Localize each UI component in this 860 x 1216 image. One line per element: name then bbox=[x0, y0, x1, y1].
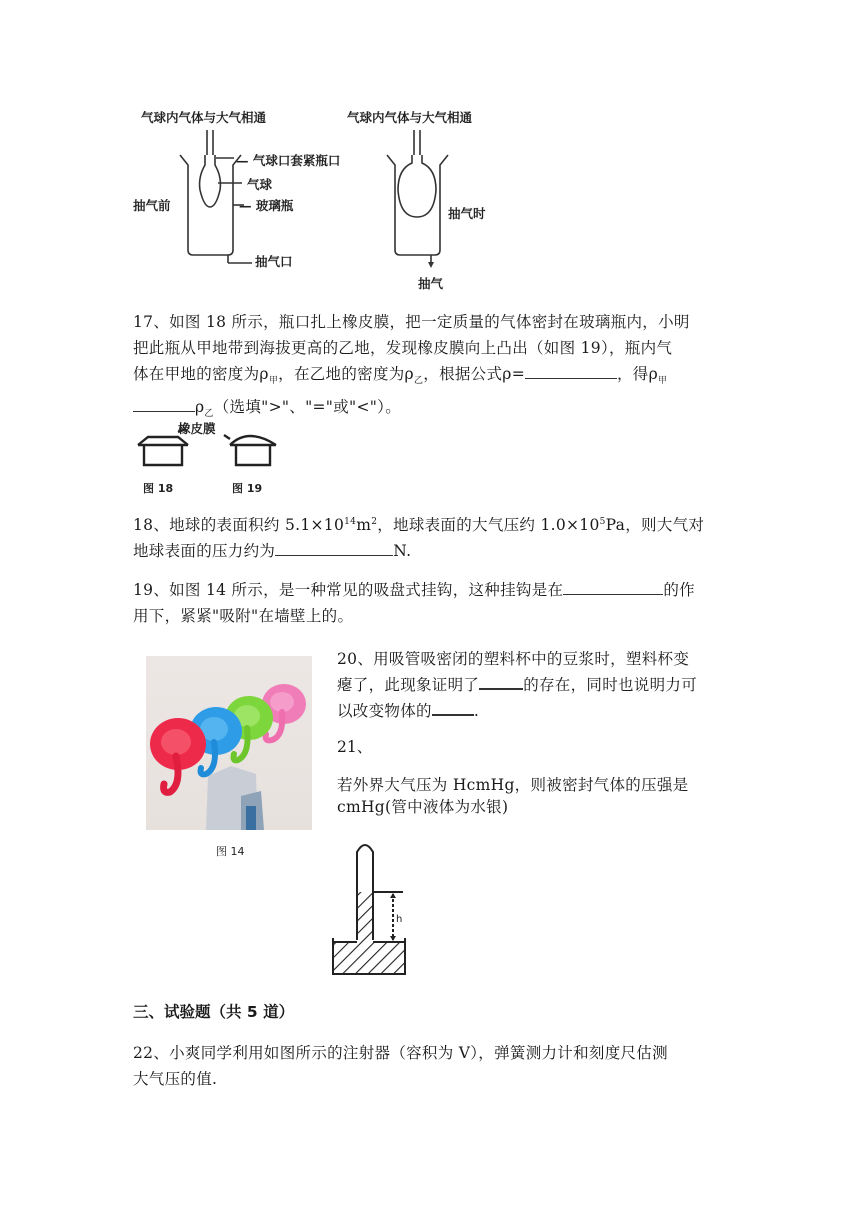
q19-line2: 用下，紧紧"吸附"在墙壁上的。 bbox=[133, 607, 354, 625]
q21-line2: cmHg(管中液体为水银) bbox=[337, 798, 509, 816]
q18-line1: 18、地球的表面积约 $5.1\times 10^{14}m^2$，地球表面的大气压约 $1.0\times 10^5Pa$，则大气对 bbox=[133, 516, 705, 535]
q19-blank[interactable] bbox=[563, 578, 663, 595]
q22-line2: 大气压的值. bbox=[133, 1070, 218, 1088]
membrane-label: 橡皮膜 bbox=[178, 421, 216, 436]
q20-blank-1[interactable] bbox=[479, 672, 523, 690]
label-before: 抽气前 bbox=[133, 198, 171, 213]
q21-line1: 若外界大气压为 HcmHg，则被密封气体的压强是 bbox=[337, 776, 689, 794]
q20-blank-2[interactable] bbox=[432, 698, 474, 716]
q20-line3: 以改变物体的 . bbox=[337, 698, 737, 724]
q17-formula-blank[interactable] bbox=[525, 362, 617, 379]
label-mouth: — 气球口套紧瓶口 bbox=[236, 153, 341, 168]
question-17 bbox=[133, 309, 743, 427]
caption-fig18: 图 18 bbox=[143, 482, 174, 495]
h-label: h bbox=[396, 914, 403, 925]
question-21 bbox=[337, 774, 737, 818]
caption-fig19: 图 19 bbox=[232, 482, 263, 495]
label-pump: 抽气 bbox=[418, 276, 444, 291]
q17-compare-blank[interactable] bbox=[133, 395, 195, 412]
suction-hooks-photo bbox=[146, 656, 312, 830]
q18-force-blank[interactable] bbox=[275, 539, 393, 556]
label-outlet: 抽气口 bbox=[255, 254, 293, 269]
q22-line1: 22、小爽同学利用如图所示的注射器（容积为 V），弹簧测力计和刻度尺估测 bbox=[133, 1044, 668, 1062]
question-20 bbox=[337, 646, 737, 724]
q17-line2: 把此瓶从甲地带到海拔更高的乙地，发现橡皮膜向上凸出（如图 19），瓶内气 bbox=[133, 339, 673, 357]
label-during: 抽气时 bbox=[448, 206, 486, 221]
mercury-tube-drawing bbox=[325, 838, 415, 978]
q21-number: 21、 bbox=[337, 738, 373, 756]
section-3-heading: 三、试验题（共 5 道） bbox=[133, 1003, 295, 1021]
q19-line1: 19、如图 14 所示，是一种常见的吸盘式挂钩，这种挂钩是在 的作 bbox=[133, 577, 743, 603]
label-balloon: 气球 bbox=[247, 177, 273, 192]
q17-line3: 体在甲地的密度为$\rho_甲$，在乙地的密度为$\rho_乙$，根据公式ρ= ，得$\rho_甲$ bbox=[133, 361, 743, 394]
question-18 bbox=[133, 509, 743, 564]
caption-fig14: 图 14 bbox=[216, 845, 245, 858]
q20-line1: 20、用吸管吸密闭的塑料杯中的豆浆时，塑料杯变 bbox=[337, 650, 690, 668]
q17-line1: 17、如图 18 所示，瓶口扎上橡皮膜，把一定质量的气体密封在玻璃瓶内，小明 bbox=[133, 313, 690, 331]
q18-line2: 地球表面的压力约为 N. bbox=[133, 538, 743, 564]
membrane-jars-drawing bbox=[130, 425, 290, 485]
q17-line4: $\rho_乙$（选填">"、"="或"<"）。 bbox=[133, 394, 743, 427]
left-top-label: 气球内气体与大气相通 bbox=[141, 110, 267, 125]
question-19 bbox=[133, 577, 743, 629]
question-22 bbox=[133, 1040, 743, 1092]
label-bottle: — 玻璃瓶 bbox=[239, 198, 294, 213]
hooks-drawing bbox=[146, 656, 312, 830]
right-top-label: 气球内气体与大气相通 bbox=[347, 110, 473, 125]
q20-line2: 瘪了，此现象证明了 的存在，同时也说明力可 bbox=[337, 672, 737, 698]
